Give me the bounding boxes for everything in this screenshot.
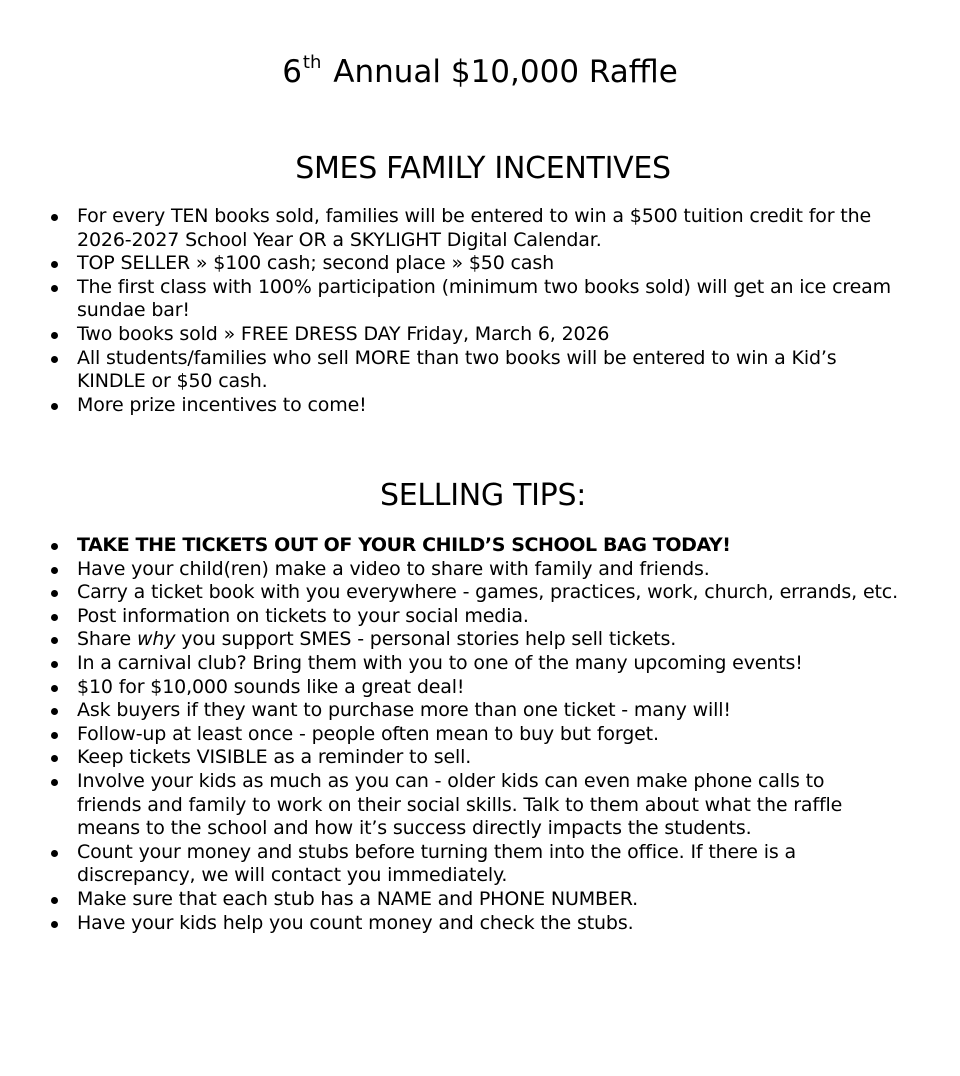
- list-item: [0, 723, 960, 747]
- list-item-text: TOP SELLER » $100 cash; second place » $50 cash: [77, 252, 554, 275]
- list-item-text: Count your money and stubs before turning them into the office. If there is a discrepancy, we will contact you immediately.: [77, 840, 796, 887]
- list-item-text: Ask buyers if they want to purchase more than one ticket - many will!: [77, 699, 731, 722]
- list-item-text: $10 for $10,000 sounds like a great deal!: [77, 675, 465, 698]
- list-item: [0, 746, 960, 770]
- bullet-icon: [51, 685, 58, 692]
- list-item: [0, 888, 960, 912]
- incentives-heading: SMES FAMILY INCENTIVES: [295, 151, 671, 186]
- bullet-icon: [51, 779, 58, 786]
- list-item-text: Involve your kids as much as you can - older kids can even make phone calls to friends and family to work on their social skills. Talk to them about what the raffle means to the school and how it’s success directly impacts the students.: [77, 769, 843, 840]
- list-item: [0, 323, 960, 347]
- bullet-icon: [51, 614, 58, 621]
- list-item: [0, 394, 960, 418]
- list-item: [0, 652, 960, 676]
- bullet-icon: [51, 850, 58, 857]
- list-item-text: Carry a ticket book with you everywhere - games, practices, work, church, errands, etc.: [77, 581, 898, 604]
- list-item-text: All students/families who sell MORE than two books will be entered to win a Kid’s KINDLE or $50 cash.: [77, 346, 837, 393]
- bullet-icon: [51, 897, 58, 904]
- tips-heading: SELLING TIPS:: [379, 478, 586, 513]
- bullet-icon: [51, 661, 58, 668]
- list-item-text: Follow-up at least once - people often mean to buy but forget.: [77, 722, 659, 745]
- bullet-icon: [51, 214, 58, 221]
- bullet-icon: [51, 708, 58, 715]
- bullet-icon: [51, 637, 58, 644]
- list-item-text-after: you support SMES - personal stories help sell tickets.: [175, 628, 677, 651]
- list-item-text: For every TEN books sold, families will be entered to win a $500 tuition credit for the 2026-2027 School Year OR a SKYLIGHT Digital Calendar.: [77, 205, 872, 251]
- bullet-icon: [51, 403, 58, 410]
- bullet-icon: [51, 261, 58, 268]
- tips-list: [0, 534, 960, 935]
- list-item: [0, 676, 960, 700]
- list-item-text: In a carnival club? Bring them with you to one of the many upcoming events!: [77, 651, 803, 674]
- bullet-icon: [51, 567, 58, 574]
- list-item: [0, 558, 960, 582]
- list-item: [0, 841, 960, 888]
- bullet-icon: [51, 755, 58, 762]
- list-item-text: Have your child(ren) make a video to share with family and friends.: [77, 557, 710, 580]
- list-item-text: Make sure that each stub has a NAME and PHONE NUMBER.: [77, 887, 638, 910]
- bullet-icon: [51, 332, 58, 339]
- incentives-list: [0, 205, 960, 417]
- list-item: [0, 581, 960, 605]
- title-text: Annual $10,000 Raffle: [323, 54, 678, 90]
- list-item-text: The first class with 100% participation (minimum two books sold) will get an ice cream sundae bar!: [77, 275, 892, 322]
- list-item-text: More prize incentives to come!: [77, 393, 367, 416]
- list-item-emphasis: why: [136, 628, 176, 651]
- list-item: [0, 699, 960, 723]
- bullet-icon: [51, 732, 58, 739]
- list-item: [0, 628, 960, 652]
- bullet-icon: [51, 543, 58, 550]
- list-item-text: Two books sold » FREE DRESS DAY Friday, March 6, 2026: [77, 322, 610, 345]
- list-item-text: Post information on tickets to your social media.: [77, 604, 529, 627]
- list-item: [0, 770, 960, 841]
- list-item-text-before: Share: [77, 628, 137, 651]
- list-item: [0, 347, 960, 394]
- list-item: [0, 912, 960, 936]
- title-superscript: th: [302, 52, 322, 73]
- list-item: [0, 276, 960, 323]
- list-item: [0, 252, 960, 276]
- bullet-icon: [51, 590, 58, 597]
- list-item: [0, 205, 960, 252]
- list-item: [0, 605, 960, 629]
- list-item-text: TAKE THE TICKETS OUT OF YOUR CHILD’S SCHOOL BAG TODAY!: [77, 534, 731, 556]
- list-item-text: Keep tickets VISIBLE as a reminder to sell.: [77, 746, 472, 769]
- page-title: [0, 52, 960, 97]
- list-item: [0, 534, 960, 558]
- bullet-icon: [51, 285, 58, 292]
- list-item-text: Have your kids help you count money and check the stubs.: [77, 911, 634, 934]
- bullet-icon: [51, 921, 58, 928]
- title-number: 6: [282, 54, 302, 90]
- bullet-icon: [51, 356, 58, 363]
